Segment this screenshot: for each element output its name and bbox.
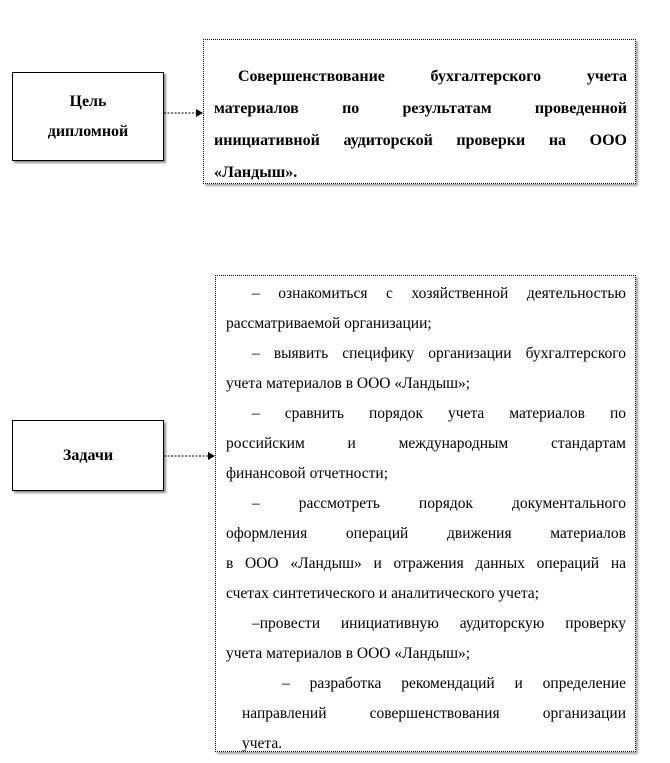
tasks-arrow — [164, 452, 215, 460]
tasks-box — [215, 275, 636, 752]
task-4-line-2: оформления операций движения материалов — [226, 525, 626, 542]
task-item-2 — [226, 339, 626, 399]
task-2-line-2: учета материалов в ООО «Ландыш»; — [226, 375, 471, 392]
goal-text-box — [203, 39, 636, 184]
goal-line-1: Совершенствование бухгалтерского учета — [238, 68, 627, 85]
task-4-line-1: – рассмотреть порядок документального — [252, 495, 626, 512]
task-item-6 — [226, 669, 626, 759]
task-1-line-2: рассматриваемой организации; — [226, 315, 432, 332]
task-3-line-1: – сравнить порядок учета материалов по — [252, 405, 626, 422]
task-1-line-1: – ознакомиться с хозяйственной деятельностью — [252, 285, 626, 302]
task-5-line-1: –провести инициативную аудиторскую проверку — [252, 615, 626, 632]
tasks-label: Задачи — [62, 446, 114, 464]
task-item-3 — [226, 399, 626, 489]
goal-line-3: инициативной аудиторской проверки на ООО — [214, 132, 627, 149]
task-4-line-3: в ООО «Ландыш» и отражения данных операций на — [226, 555, 626, 572]
goal-line-2: материалов по результатам проведенной — [214, 100, 627, 117]
task-3-line-2: российским и международным стандартам — [226, 435, 626, 452]
task-6-line-3: учета. — [242, 735, 283, 752]
task-item-5 — [226, 609, 626, 669]
goal-label-line1: Цель — [69, 92, 107, 110]
task-6-line-2: направлений совершенствования организации — [242, 705, 626, 722]
task-2-line-1: – выявить специфику организации бухгалтерского — [252, 345, 626, 362]
task-5-line-2: учета материалов в ООО «Ландыш»; — [226, 645, 471, 662]
goal-line-4: «Ландыш». — [214, 164, 298, 181]
task-item-4 — [226, 489, 626, 609]
task-item-1 — [226, 279, 626, 339]
goal-arrow — [164, 109, 203, 117]
goal-label-box — [12, 72, 164, 161]
goal-label-line2: дипломной — [47, 122, 129, 140]
task-6-line-1: – разработка рекомендаций и определение — [282, 675, 626, 692]
task-4-line-4: счетах синтетического и аналитического учета; — [226, 585, 539, 602]
task-3-line-3: финансовой отчетности; — [226, 465, 389, 482]
tasks-label-box — [12, 420, 164, 491]
